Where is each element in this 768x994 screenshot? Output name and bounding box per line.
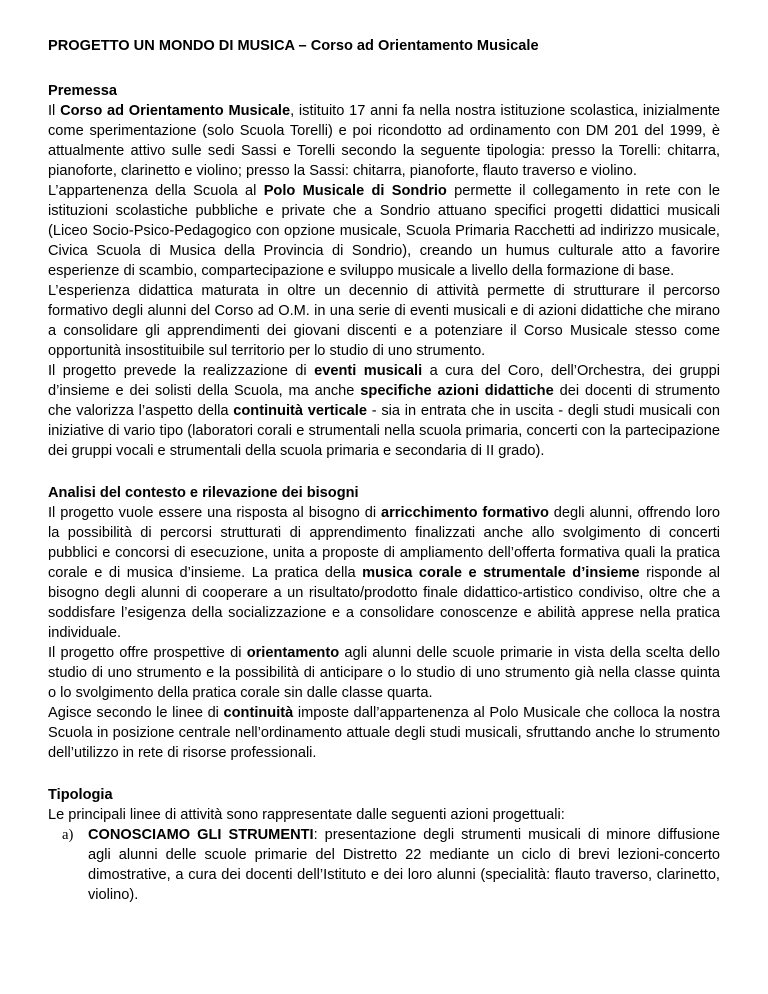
list-item-text: CONOSCIAMO GLI STRUMENTI: presentazione degli strumenti musicali di minore diffusione agli alunni delle scuole primarie del Distretto 22 mediante un ciclo di brevi lezioni-concerto dimostrative, a cura dei docenti dell’Istituto e dei loro alunni (specialità: flauto traverso, clarinetto, violino). (88, 827, 720, 903)
bold-text: eventi musicali (314, 363, 423, 379)
list-marker: a) (62, 827, 74, 843)
paragraph: Il progetto vuole essere una risposta al bisogno di arricchimento formativo degli alunni, offrendo loro la possibilità di percorsi strutturati di apprendimento finalizzati anche allo svolgimento di concerti pubblici e concorsi di esecuzione, unita a proposte di ampliamento dell’offerta formativa quali la pratica corale e di musica d’insieme. La pratica della musica corale e strumentale d’insieme risponde al bisogno degli alunni di cooperare a un risultato/prodotto finale didattico-artistico condiviso, oltre che a soddisfare l’esigenza della socializzazione e a consolidare conoscenze e abilità apprese nella pratica individuale. (48, 505, 720, 641)
tipologia-intro: Le principali linee di attività sono rappresentate dalle seguenti azioni progettuali: (48, 807, 565, 823)
heading-premessa: Premessa (48, 83, 117, 99)
section-tipologia (48, 785, 720, 905)
bold-text: musica corale e strumentale d’insieme (362, 565, 640, 581)
list-item (48, 825, 720, 905)
section-premessa (48, 81, 720, 461)
paragraph: Agisce secondo le linee di continuità imposte dall’appartenenza al Polo Musicale che colloca la nostra Scuola in posizione centrale nell’ordinamento attuale degli studi musicali, sfruttando anche lo strumento dell’utilizzo in rete di risorse professionali. (48, 705, 720, 761)
paragraph: L’esperienza didattica maturata in oltre un decennio di attività permette di strutturare il percorso formativo degli alunni del Corso ad O.M. in una serie di eventi musicali e di azioni didattiche che mirano a consolidare gli apprendimenti dei giovani discenti e a potenziare il Corso Musicale stesso come opportunità insostituibile sul territorio per lo studio di uno strumento. (48, 283, 720, 359)
spacer (48, 763, 720, 785)
heading-tipologia: Tipologia (48, 787, 113, 803)
bold-text: continuità verticale (233, 403, 367, 419)
paragraph: Il progetto prevede la realizzazione di eventi musicali a cura del Coro, dell’Orchestra, dei gruppi d’insieme e dei solisti della Scuola, ma anche specifiche azioni didattiche dei docenti di strumento che valorizza l’aspetto della continuità verticale - sia in entrata che in uscita - degli studi musicali con iniziative di vario tipo (laboratori corali e strumentali nella scuola primaria, concerti con la partecipazione dei gruppi vocali e strumentali della scuola primaria e secondaria di II grado). (48, 363, 721, 459)
bold-text: specifiche azioni didattiche (360, 383, 554, 399)
paragraph: L’appartenenza della Scuola al Polo Musicale di Sondrio permette il collegamento in rete con le istituzioni scolastiche pubbliche e private che a Sondrio attuano specifici progetti didattici musicali (Liceo Socio-Psico-Pedagogico con opzione musicale, Scuola Primaria Racchetti ad indirizzo musicale, Civica Scuola di Musica della Provincia di Sondrio), creando un humus culturale atto a favorire esperienze di scambio, compartecipazione e sviluppo musicale a livello della formazione di base. (48, 183, 720, 279)
heading-analisi: Analisi del contesto e rilevazione dei bisogni (48, 485, 359, 501)
paragraph: Il Corso ad Orientamento Musicale, istituito 17 anni fa nella nostra istituzione scolastica, inizialmente come sperimentazione (solo Scuola Torelli) e poi ricondotto ad ordinamento con DM 201 del 1999, è attualmente attivo sulle sedi Sassi e Torelli secondo la seguente tipologia: presso la Torelli: chitarra, pianoforte, clarinetto e violino; presso la Sassi: chitarra, pianoforte, flauto traverso e violino. (48, 103, 720, 179)
bold-text: continuità (223, 705, 294, 721)
tipologia-list (48, 825, 720, 905)
bold-text: orientamento (246, 645, 340, 661)
bold-text: CONOSCIAMO GLI STRUMENTI (88, 827, 314, 843)
document-title: PROGETTO UN MONDO DI MUSICA – Corso ad Orientamento Musicale (48, 38, 539, 54)
section-analisi (48, 483, 720, 763)
bold-text: Polo Musicale di Sondrio (263, 183, 447, 199)
bold-text: Corso ad Orientamento Musicale (60, 103, 291, 119)
bold-text: arricchimento formativo (380, 505, 549, 521)
paragraph: Il progetto offre prospettive di orientamento agli alunni delle scuole primarie in vista della scelta dello studio di uno strumento e la possibilità di anticipare o lo studio di uno strumento già nella classe quinta o lo svolgimento della pratica corale sin dalle classe quarta. (48, 645, 720, 701)
spacer (48, 461, 720, 483)
